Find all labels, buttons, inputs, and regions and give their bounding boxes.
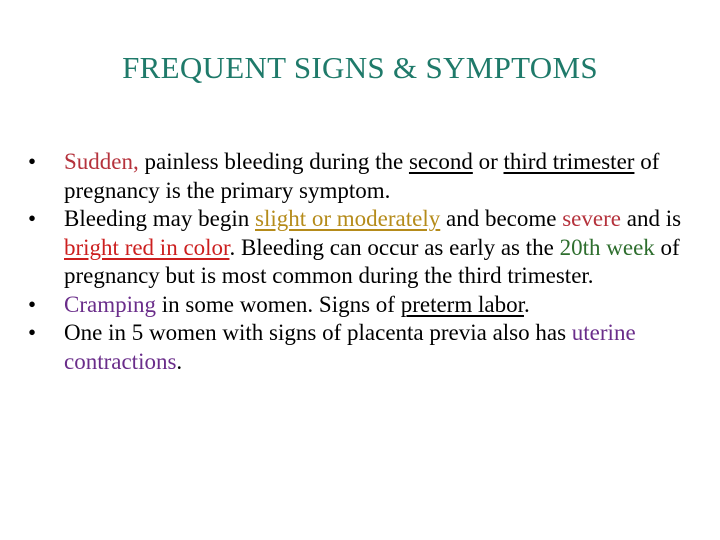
bullet-text-segment: preterm labor [400,291,524,317]
bullet-text-segment: . Bleeding can occur as early as the [229,234,560,260]
bullet-text-segment: or [472,149,504,174]
bullet-text-segment: 20th week [559,234,655,260]
bullet-marker: • [28,320,37,345]
bullet-text-segment: Cramping [64,291,156,317]
bullet-list [28,148,688,376]
bullet-text-segment: uterine contractions [64,320,636,374]
bullet-text-segment: One in 5 women with signs of placenta previa also has [64,320,572,345]
bullet-marker: • [28,206,37,231]
bullet-marker: • [28,291,37,317]
bullet-item [28,319,688,376]
bullet-text-segment: severe [562,206,621,231]
bullet-item [28,205,688,291]
bullet-text-segment: Sudden, [64,149,145,174]
bullet-marker: • [28,149,37,174]
bullet-text-segment: slight or moderately [255,206,441,231]
bullet-item [28,291,688,320]
slide-title: FREQUENT SIGNS & SYMPTOMS [122,50,598,85]
bullet-text-segment: . [523,291,530,317]
bullet-text-segment: in some women. Signs of [156,291,401,317]
bullet-text-segment: of pregnancy is the primary symptom. [64,149,660,203]
bullet-text-segment: of pregnancy but is most common during the third trimester. [64,234,680,288]
bullet-text-segment: bright red in color [64,234,230,260]
bullet-text-segment: third trimester [503,149,635,174]
bullet-text-segment: Bleeding may begin [64,206,255,231]
bullet-text-segment: painless bleeding during the [144,149,409,174]
bullet-text-segment: and become [440,206,563,231]
bullet-text-segment: second [408,149,473,174]
bullet-text-segment: and is [620,206,682,231]
bullet-item [28,148,688,205]
bullet-text-segment: . [176,348,183,374]
